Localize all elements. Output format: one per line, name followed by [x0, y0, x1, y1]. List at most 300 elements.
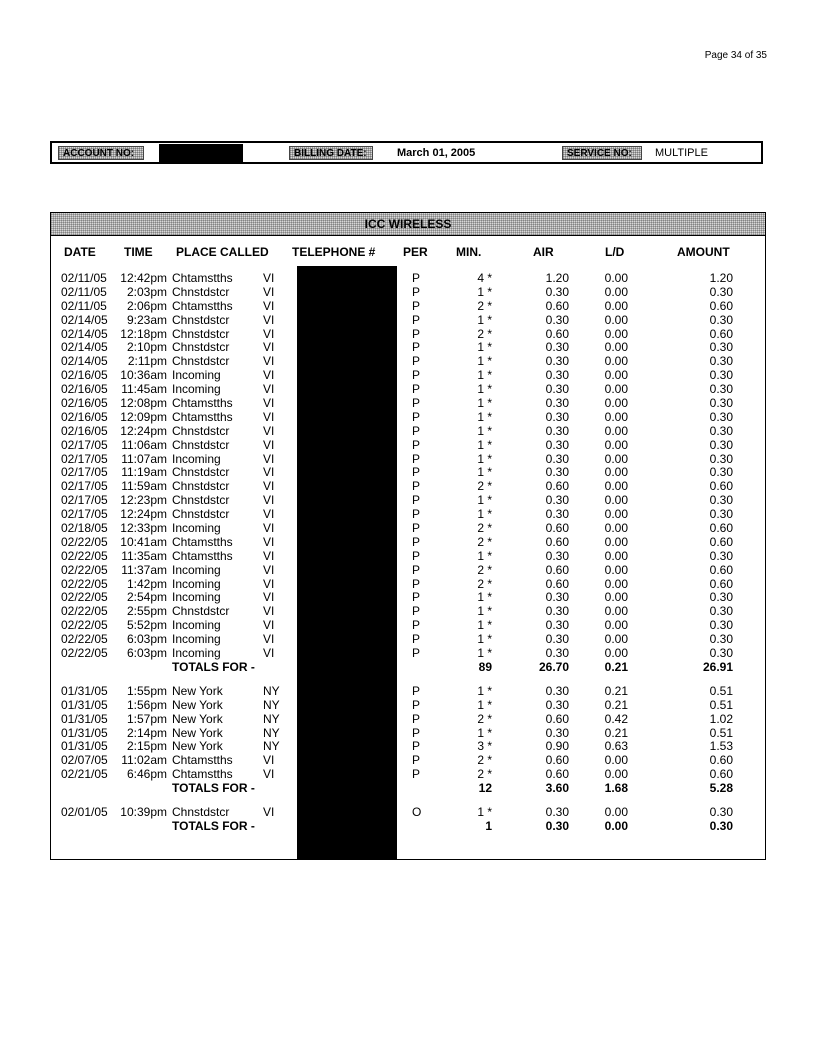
cell-per: P: [412, 382, 421, 397]
cell-per: O: [412, 804, 422, 819]
cell-air: 0.30: [545, 437, 569, 452]
cell-st: VI: [263, 465, 275, 480]
cell-air: 0.30: [545, 632, 569, 647]
cell-air: 0.30: [545, 312, 569, 327]
cell-st: VI: [263, 576, 275, 591]
cell-date: 01/31/05: [61, 697, 108, 712]
cell-ld: 0.00: [604, 312, 628, 327]
cell-amt: 0.30: [709, 423, 733, 438]
cell-min: 1 *: [477, 804, 492, 819]
cell-date: 02/22/05: [61, 646, 108, 661]
cell-ld: 0.00: [604, 396, 628, 411]
cell-time: 11:02am: [121, 753, 167, 768]
cell-st: VI: [263, 368, 275, 383]
table-row: [51, 354, 765, 368]
total-ld: 0.21: [604, 659, 628, 674]
table-row: [51, 271, 765, 285]
cell-min: 1 *: [477, 548, 492, 563]
cell-per: P: [412, 753, 421, 768]
cell-time: 1:42pm: [126, 576, 167, 591]
cell-air: 0.30: [545, 590, 569, 605]
total-label: TOTALS FOR -: [172, 659, 255, 674]
cell-date: 02/11/05: [61, 271, 107, 285]
cell-per: P: [412, 711, 421, 726]
cell-air: 0.30: [545, 725, 569, 740]
cell-ld: 0.00: [604, 548, 628, 563]
cell-ld: 0.00: [604, 423, 628, 438]
cell-min: 2 *: [477, 767, 492, 782]
cell-amt: 0.30: [709, 312, 733, 327]
cell-time: 12:09pm: [120, 409, 167, 424]
table-row: [51, 698, 765, 712]
col-telephone: TELEPHONE #: [292, 245, 376, 259]
cell-per: P: [412, 368, 421, 383]
cell-time: 1:56pm: [126, 697, 167, 712]
cell-amt: 0.60: [709, 576, 733, 591]
cell-amt: 0.30: [709, 618, 733, 633]
cell-st: VI: [263, 618, 275, 633]
table-row: [51, 327, 765, 341]
cell-amt: 0.30: [709, 604, 733, 619]
cell-time: 9:23am: [126, 312, 167, 327]
cell-st: VI: [263, 604, 275, 619]
cell-place: Chnstdstcr: [172, 340, 230, 355]
cell-date: 01/31/05: [61, 711, 108, 726]
cell-amt: 1.02: [709, 711, 733, 726]
table-row: [51, 465, 765, 479]
cell-air: 0.30: [545, 382, 569, 397]
cell-min: 2 *: [477, 521, 492, 536]
cell-place: Chtamstths: [172, 753, 233, 768]
cell-min: 2 *: [477, 562, 492, 577]
cell-amt: 0.30: [709, 409, 733, 424]
cell-date: 02/18/05: [61, 521, 108, 536]
cell-min: 2 *: [477, 534, 492, 549]
account-header: [50, 141, 763, 164]
cell-per: P: [412, 437, 421, 452]
cell-ld: 0.63: [604, 739, 628, 754]
cell-st: VI: [263, 284, 275, 299]
cell-amt: 0.51: [709, 725, 733, 740]
cell-per: P: [412, 479, 421, 494]
cell-ld: 0.00: [604, 382, 628, 397]
cell-date: 02/17/05: [61, 507, 108, 522]
col-per: PER: [403, 245, 428, 259]
cell-date: 01/31/05: [61, 683, 108, 698]
cell-per: P: [412, 683, 421, 698]
cell-per: P: [412, 646, 421, 661]
cell-place: Chnstdstcr: [172, 465, 230, 480]
cell-st: NY: [263, 725, 280, 740]
cell-min: 1 *: [477, 284, 492, 299]
cell-st: VI: [263, 507, 275, 522]
cell-date: 02/14/05: [61, 326, 108, 341]
cell-place: Chtamstths: [172, 298, 233, 313]
cell-min: 1 *: [477, 340, 492, 355]
cell-place: Incoming: [172, 590, 221, 605]
cell-air: 0.60: [545, 326, 569, 341]
table-row: [51, 549, 765, 563]
table-row: [51, 285, 765, 299]
table-row: [51, 632, 765, 646]
cell-time: 11:59am: [121, 479, 167, 494]
cell-date: 02/21/05: [61, 767, 108, 782]
cell-time: 10:41am: [120, 534, 167, 549]
cell-date: 02/22/05: [61, 618, 108, 633]
col-date: DATE: [64, 245, 96, 259]
cell-amt: 1.53: [709, 739, 733, 754]
cell-ld: 0.00: [604, 767, 628, 782]
cell-place: Chtamstths: [172, 409, 233, 424]
cell-place: Chnstdstcr: [172, 507, 230, 522]
cell-amt: 0.51: [709, 683, 733, 698]
cell-amt: 0.60: [709, 534, 733, 549]
cell-amt: 0.30: [709, 507, 733, 522]
cell-date: 02/16/05: [61, 396, 108, 411]
cell-per: P: [412, 725, 421, 740]
table-row: [51, 646, 765, 660]
cell-st: VI: [263, 340, 275, 355]
cell-ld: 0.00: [604, 576, 628, 591]
table-row: [51, 590, 765, 604]
cell-min: 1 *: [477, 590, 492, 605]
billing-date-value: March 01, 2005: [397, 147, 476, 159]
total-amt: 0.30: [709, 818, 733, 833]
col-time: TIME: [124, 245, 153, 259]
cell-per: P: [412, 271, 421, 285]
cell-per: P: [412, 354, 421, 369]
cell-per: P: [412, 590, 421, 605]
cell-amt: 0.60: [709, 767, 733, 782]
cell-air: 0.60: [545, 711, 569, 726]
cell-time: 12:33pm: [120, 521, 167, 536]
cell-place: Chnstdstcr: [172, 437, 230, 452]
cell-per: P: [412, 493, 421, 508]
cell-time: 12:18pm: [120, 326, 167, 341]
totals-row: [51, 819, 765, 833]
cell-per: P: [412, 534, 421, 549]
total-min: 89: [478, 659, 492, 674]
cell-ld: 0.21: [604, 697, 628, 712]
cell-date: 02/17/05: [61, 437, 108, 452]
table-row: [51, 410, 765, 424]
cell-date: 02/22/05: [61, 590, 108, 605]
cell-per: P: [412, 465, 421, 480]
cell-air: 0.60: [545, 298, 569, 313]
cell-min: 1 *: [477, 604, 492, 619]
cell-place: Incoming: [172, 368, 221, 383]
cell-time: 1:55pm: [126, 683, 167, 698]
cell-per: P: [412, 521, 421, 536]
cell-min: 4 *: [477, 271, 492, 285]
table-row: [51, 493, 765, 507]
cell-place: New York: [172, 725, 223, 740]
cell-time: 11:37am: [121, 562, 167, 577]
cell-ld: 0.00: [604, 507, 628, 522]
cell-date: 02/16/05: [61, 423, 108, 438]
cell-ld: 0.00: [604, 521, 628, 536]
cell-date: 01/31/05: [61, 739, 108, 754]
cell-ld: 0.00: [604, 562, 628, 577]
cell-time: 12:24pm: [120, 507, 167, 522]
cell-st: VI: [263, 326, 275, 341]
cell-air: 0.30: [545, 493, 569, 508]
cell-min: 2 *: [477, 576, 492, 591]
cell-date: 02/14/05: [61, 340, 108, 355]
table-row: [51, 438, 765, 452]
cell-date: 02/22/05: [61, 576, 108, 591]
col-ld: L/D: [605, 245, 625, 259]
cell-st: VI: [263, 767, 275, 782]
cell-min: 1 *: [477, 465, 492, 480]
cell-ld: 0.00: [604, 618, 628, 633]
cell-ld: 0.00: [604, 493, 628, 508]
cell-time: 2:55pm: [126, 604, 167, 619]
table-row: [51, 767, 765, 781]
cell-time: 2:03pm: [126, 284, 167, 299]
cell-ld: 0.00: [604, 437, 628, 452]
cell-air: 0.30: [545, 354, 569, 369]
cell-date: 02/16/05: [61, 409, 108, 424]
cell-st: VI: [263, 632, 275, 647]
cell-amt: 1.20: [709, 271, 733, 285]
table-row: [51, 805, 765, 819]
cell-place: New York: [172, 697, 223, 712]
cell-amt: 0.51: [709, 697, 733, 712]
cell-min: 2 *: [477, 298, 492, 313]
cell-air: 0.30: [545, 604, 569, 619]
cell-per: P: [412, 618, 421, 633]
cell-place: Chnstdstcr: [172, 493, 230, 508]
table-row: [51, 684, 765, 698]
cell-date: 02/14/05: [61, 312, 108, 327]
cell-per: P: [412, 739, 421, 754]
cell-ld: 0.00: [604, 451, 628, 466]
cell-air: 0.30: [545, 284, 569, 299]
cell-time: 12:24pm: [120, 423, 167, 438]
cell-place: Chnstdstcr: [172, 604, 230, 619]
table-row: [51, 563, 765, 577]
cell-st: VI: [263, 312, 275, 327]
cell-place: Chnstdstcr: [172, 479, 230, 494]
table-row: [51, 424, 765, 438]
cell-time: 10:36am: [120, 368, 167, 383]
cell-st: VI: [263, 562, 275, 577]
cell-ld: 0.00: [604, 804, 628, 819]
cell-st: NY: [263, 739, 280, 754]
cell-per: P: [412, 298, 421, 313]
cell-ld: 0.00: [604, 340, 628, 355]
cell-amt: 0.30: [709, 493, 733, 508]
cell-st: VI: [263, 804, 275, 819]
cell-air: 0.60: [545, 479, 569, 494]
cell-amt: 0.30: [709, 465, 733, 480]
cell-air: 0.30: [545, 646, 569, 661]
cell-date: 02/17/05: [61, 451, 108, 466]
cell-place: Chtamstths: [172, 548, 233, 563]
service-no-label: SERVICE NO:: [562, 146, 642, 160]
cell-amt: 0.30: [709, 632, 733, 647]
cell-place: Chtamstths: [172, 767, 233, 782]
cell-per: P: [412, 423, 421, 438]
cell-st: VI: [263, 548, 275, 563]
cell-place: Chnstdstcr: [172, 312, 230, 327]
cell-min: 1 *: [477, 646, 492, 661]
cell-st: VI: [263, 396, 275, 411]
table-row: [51, 712, 765, 726]
cell-place: Chtamstths: [172, 271, 233, 285]
cell-time: 6:03pm: [126, 646, 167, 661]
cell-amt: 0.30: [709, 284, 733, 299]
cell-place: Chnstdstcr: [172, 326, 230, 341]
cell-per: P: [412, 604, 421, 619]
cell-st: VI: [263, 437, 275, 452]
cell-time: 2:10pm: [126, 340, 167, 355]
cell-time: 6:03pm: [126, 632, 167, 647]
cell-time: 2:11pm: [127, 354, 167, 369]
cell-date: 02/22/05: [61, 562, 108, 577]
cell-per: P: [412, 396, 421, 411]
cell-air: 0.30: [545, 409, 569, 424]
cell-amt: 0.30: [709, 382, 733, 397]
cell-air: 0.30: [545, 368, 569, 383]
cell-air: 0.30: [545, 465, 569, 480]
cell-st: NY: [263, 697, 280, 712]
cell-min: 2 *: [477, 753, 492, 768]
col-min: MIN.: [456, 245, 482, 259]
totals-row: [51, 660, 765, 674]
cell-min: 1 *: [477, 368, 492, 383]
cell-per: P: [412, 697, 421, 712]
cell-st: NY: [263, 683, 280, 698]
cell-time: 11:07am: [121, 451, 167, 466]
cell-ld: 0.00: [604, 326, 628, 341]
cell-ld: 0.00: [604, 479, 628, 494]
cell-time: 5:52pm: [126, 618, 167, 633]
page-number: Page 34 of 35: [704, 50, 767, 61]
cell-min: 1 *: [477, 725, 492, 740]
cell-time: 2:14pm: [126, 725, 167, 740]
cell-min: 1 *: [477, 382, 492, 397]
cell-st: VI: [263, 409, 275, 424]
cell-date: 02/14/05: [61, 354, 108, 369]
table-row: [51, 396, 765, 410]
cell-place: Incoming: [172, 382, 221, 397]
cell-air: 0.30: [545, 683, 569, 698]
cell-time: 11:45am: [121, 382, 167, 397]
cell-place: Chnstdstcr: [172, 354, 230, 369]
cell-min: 2 *: [477, 711, 492, 726]
cell-per: P: [412, 576, 421, 591]
cell-amt: 0.30: [709, 804, 733, 819]
cell-per: P: [412, 340, 421, 355]
table-row: [51, 618, 765, 632]
cell-place: Incoming: [172, 562, 221, 577]
cell-per: P: [412, 562, 421, 577]
cell-amt: 0.60: [709, 298, 733, 313]
cell-air: 0.60: [545, 753, 569, 768]
cell-air: 0.30: [545, 618, 569, 633]
cell-per: P: [412, 767, 421, 782]
cell-date: 02/22/05: [61, 604, 108, 619]
cell-ld: 0.21: [604, 683, 628, 698]
cell-place: New York: [172, 683, 223, 698]
cell-per: P: [412, 548, 421, 563]
cell-amt: 0.30: [709, 396, 733, 411]
cell-ld: 0.00: [604, 590, 628, 605]
cell-amt: 0.60: [709, 562, 733, 577]
cell-per: P: [412, 284, 421, 299]
cell-amt: 0.30: [709, 368, 733, 383]
table-row: [51, 340, 765, 354]
cell-min: 3 *: [477, 739, 492, 754]
total-min: 1: [485, 818, 492, 833]
table-row: [51, 368, 765, 382]
cell-st: VI: [263, 493, 275, 508]
cell-air: 0.60: [545, 521, 569, 536]
total-air: 26.70: [538, 659, 569, 674]
cell-place: Incoming: [172, 521, 221, 536]
cell-min: 1 *: [477, 409, 492, 424]
cell-place: Incoming: [172, 618, 221, 633]
cell-ld: 0.21: [604, 725, 628, 740]
group-gap: [51, 795, 765, 805]
cell-ld: 0.00: [604, 271, 628, 285]
table-row: [51, 753, 765, 767]
cell-amt: 0.30: [709, 437, 733, 452]
cell-air: 1.20: [545, 271, 569, 285]
cell-per: P: [412, 312, 421, 327]
cell-time: 12:42pm: [120, 271, 167, 285]
cell-ld: 0.00: [604, 298, 628, 313]
cell-place: Incoming: [172, 451, 221, 466]
cell-st: VI: [263, 521, 275, 536]
cell-st: VI: [263, 753, 275, 768]
cell-ld: 0.00: [604, 465, 628, 480]
group-gap: [51, 674, 765, 684]
cell-time: 1:57pm: [126, 711, 167, 726]
service-no-value: MULTIPLE: [655, 147, 708, 159]
cell-air: 0.60: [545, 576, 569, 591]
cell-amt: 0.30: [709, 646, 733, 661]
cell-min: 1 *: [477, 437, 492, 452]
cell-air: 0.30: [545, 548, 569, 563]
cell-ld: 0.00: [604, 284, 628, 299]
cell-time: 2:54pm: [126, 590, 167, 605]
cell-min: 1 *: [477, 632, 492, 647]
cell-amt: 0.60: [709, 326, 733, 341]
cell-date: 02/17/05: [61, 465, 108, 480]
cell-per: P: [412, 632, 421, 647]
table-row: [51, 382, 765, 396]
cell-min: 1 *: [477, 396, 492, 411]
cell-place: Chtamstths: [172, 534, 233, 549]
cell-place: Incoming: [172, 576, 221, 591]
total-min: 12: [478, 781, 492, 796]
cell-st: VI: [263, 451, 275, 466]
total-air: 3.60: [545, 781, 569, 796]
cell-air: 0.30: [545, 507, 569, 522]
cell-min: 1 *: [477, 507, 492, 522]
total-ld: 0.00: [604, 818, 628, 833]
cell-air: 0.30: [545, 423, 569, 438]
table-row: [51, 739, 765, 753]
cell-air: 0.30: [545, 340, 569, 355]
cell-time: 2:06pm: [126, 298, 167, 313]
cell-st: VI: [263, 298, 275, 313]
cell-amt: 0.60: [709, 753, 733, 768]
cell-time: 11:19am: [121, 465, 167, 480]
